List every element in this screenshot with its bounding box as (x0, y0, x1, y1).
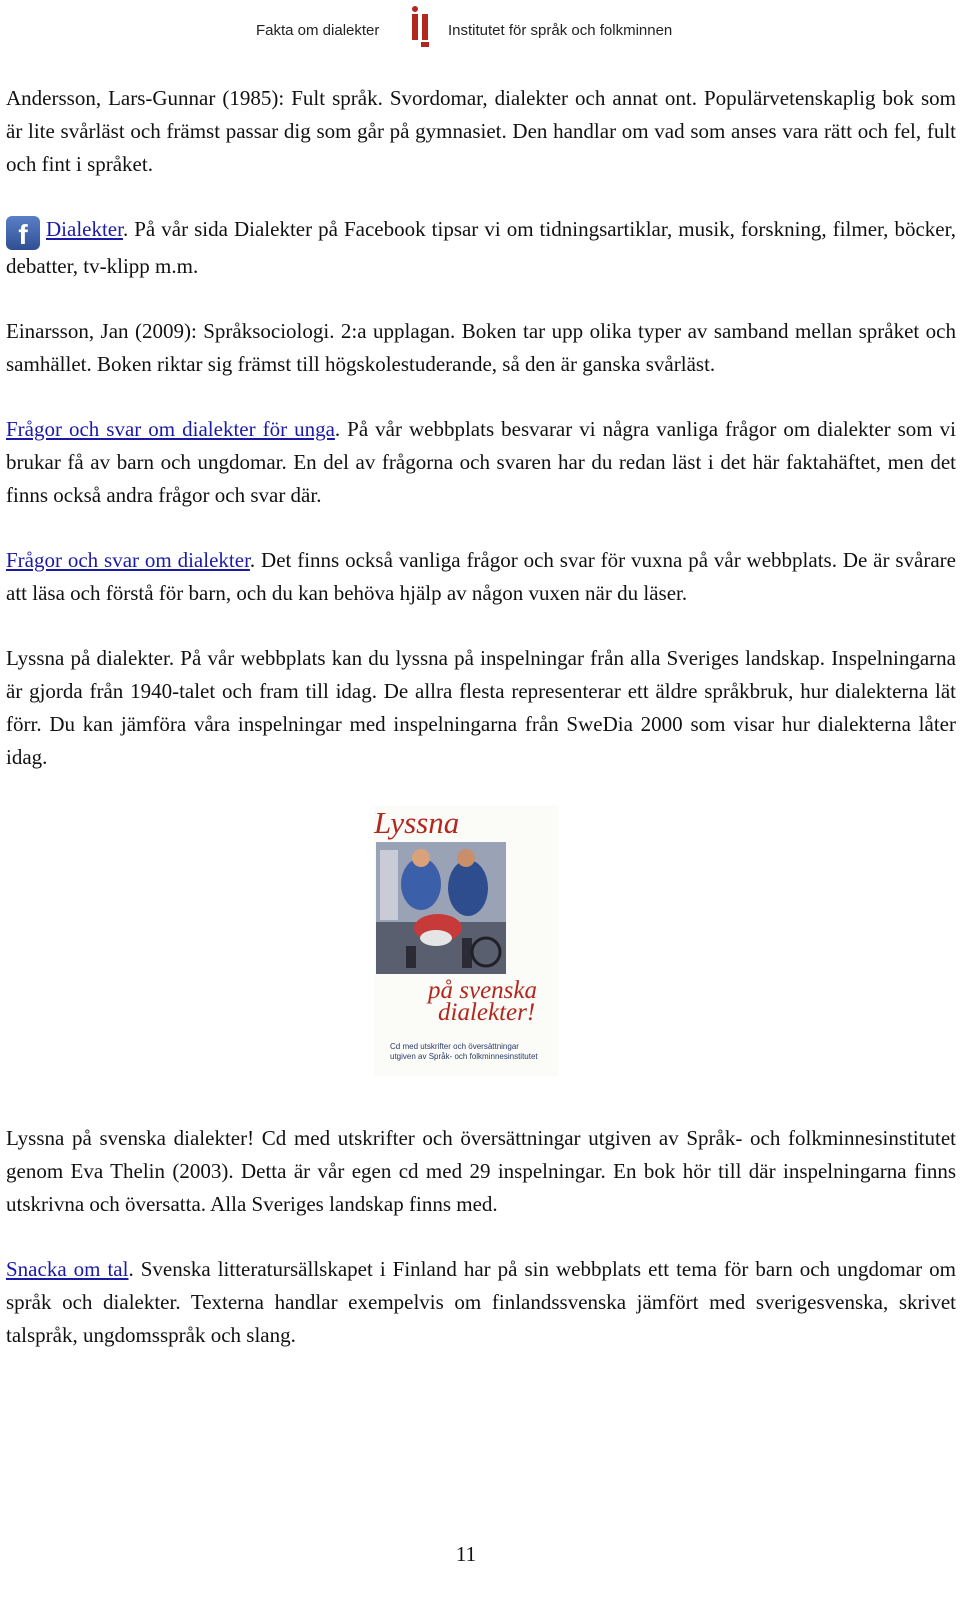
header-right-text: Institutet för språk och folkminnen (448, 22, 673, 39)
entry-text: Boken tar upp olika typer av samband mellan språket och samhället. Boken riktar sig främst till högskolestuderande, så den är ganska svårläst. (6, 319, 956, 376)
page-header (0, 4, 960, 48)
entry-title: Andersson, Lars-Gunnar (1985): Fult språk. Svordomar, dialekter och annat ont. (6, 86, 697, 110)
entry-lyssna-svenska-dialekter (6, 1122, 956, 1221)
link-dialekter-facebook[interactable]: Dialekter (46, 217, 123, 241)
entry-andersson (6, 82, 956, 181)
entry-text: Populärvetenskaplig bok som är lite svårläst och främst passar dig som går på gymnasiet. Den handlar om vad som anses vara rätt och fel, fult och fint i språket. (6, 86, 956, 176)
cover-small-print (390, 1042, 560, 1062)
entry-text: Cd med utskrifter och översättningar utgiven av Språk- och folkminnesinstitutet genom Eva Thelin (2003). Detta är vår egen cd med 29 inspelningar. En bok hör till där inspelningarna finns utskrivna och översatta. Alla Sveriges landskap finns med. (6, 1126, 956, 1216)
cd-cover-image (374, 806, 558, 1076)
cover-subtitle-2: dialekter! (438, 999, 536, 1026)
entry-fragor-unga (6, 413, 956, 512)
entry-text: . Det finns också vanliga frågor och svar för vuxna på vår webbplats. De är svårare att läsa och förstå för barn, och du kan behöva hjälp av någon vuxen när du läser. (6, 548, 956, 605)
entry-title: Lyssna på svenska dialekter! (6, 1126, 255, 1150)
entry-title: Lyssna på dialekter. (6, 646, 175, 670)
cover-subtitle-1: på svenska (428, 977, 537, 1004)
entry-text: . På vår sida Dialekter på Facebook tipsar vi om tidningsartiklar, musik, forskning, filmer, böcker, debatter, tv-klipp m.m. (6, 217, 956, 278)
facebook-icon: f (6, 216, 40, 250)
link-snacka-om-tal[interactable]: Snacka om tal (6, 1257, 129, 1281)
entry-fragor-vuxna (6, 544, 956, 610)
institute-logo (408, 4, 436, 48)
entry-snacka-om-tal (6, 1253, 956, 1352)
cover-small-line-2: utgiven av Språk- och folkminnesinstitutet (390, 1052, 538, 1061)
entry-dialekter-facebook (6, 213, 956, 283)
cd-cover-wrapper (6, 806, 956, 1086)
entry-einarsson (6, 315, 956, 381)
page-number: 11 (455, 1542, 477, 1566)
link-fragor-vuxna[interactable]: Frågor och svar om dialekter (6, 548, 250, 572)
entry-text: . Svenska litteratursällskapet i Finland har på sin webbplats ett tema för barn och ungdomar om språk och dialekter. Texterna handlar exempelvis om finlandssvenska jämfört med sverigesvenska, skrivet talspråk, ungdomsspråk och slang. (6, 1257, 956, 1347)
cover-illustration (376, 842, 506, 974)
header-left-text: Fakta om dialekter (256, 22, 380, 39)
cover-small-line-1: Cd med utskrifter och översättningar (390, 1042, 519, 1051)
reading-list (6, 82, 956, 1384)
entry-text: På vår webbplats kan du lyssna på inspelningar från alla Sveriges landskap. Inspelningarna är gjorda från 1940-talet och fram till idag. De allra flesta representerar ett äldre språkbruk, hur dialekterna lät förr. Du kan jämföra våra inspelningar med inspelningarna från SweDia 2000 som visar hur dialekterna låter idag. (6, 646, 956, 769)
cover-title: Lyssna (374, 805, 460, 840)
link-fragor-unga[interactable]: Frågor och svar om dialekter för unga (6, 417, 335, 441)
entry-lyssna-dialekter (6, 642, 956, 774)
entry-text: . På vår webbplats besvarar vi några vanliga frågor om dialekter som vi brukar få av barn och ungdomar. En del av frågorna och svaren har du redan läst i det här faktahäftet, men det finns också andra frågor och svar där. (6, 417, 956, 507)
entry-title: Einarsson, Jan (2009): Språksociologi. 2:a upplagan. (6, 319, 456, 343)
